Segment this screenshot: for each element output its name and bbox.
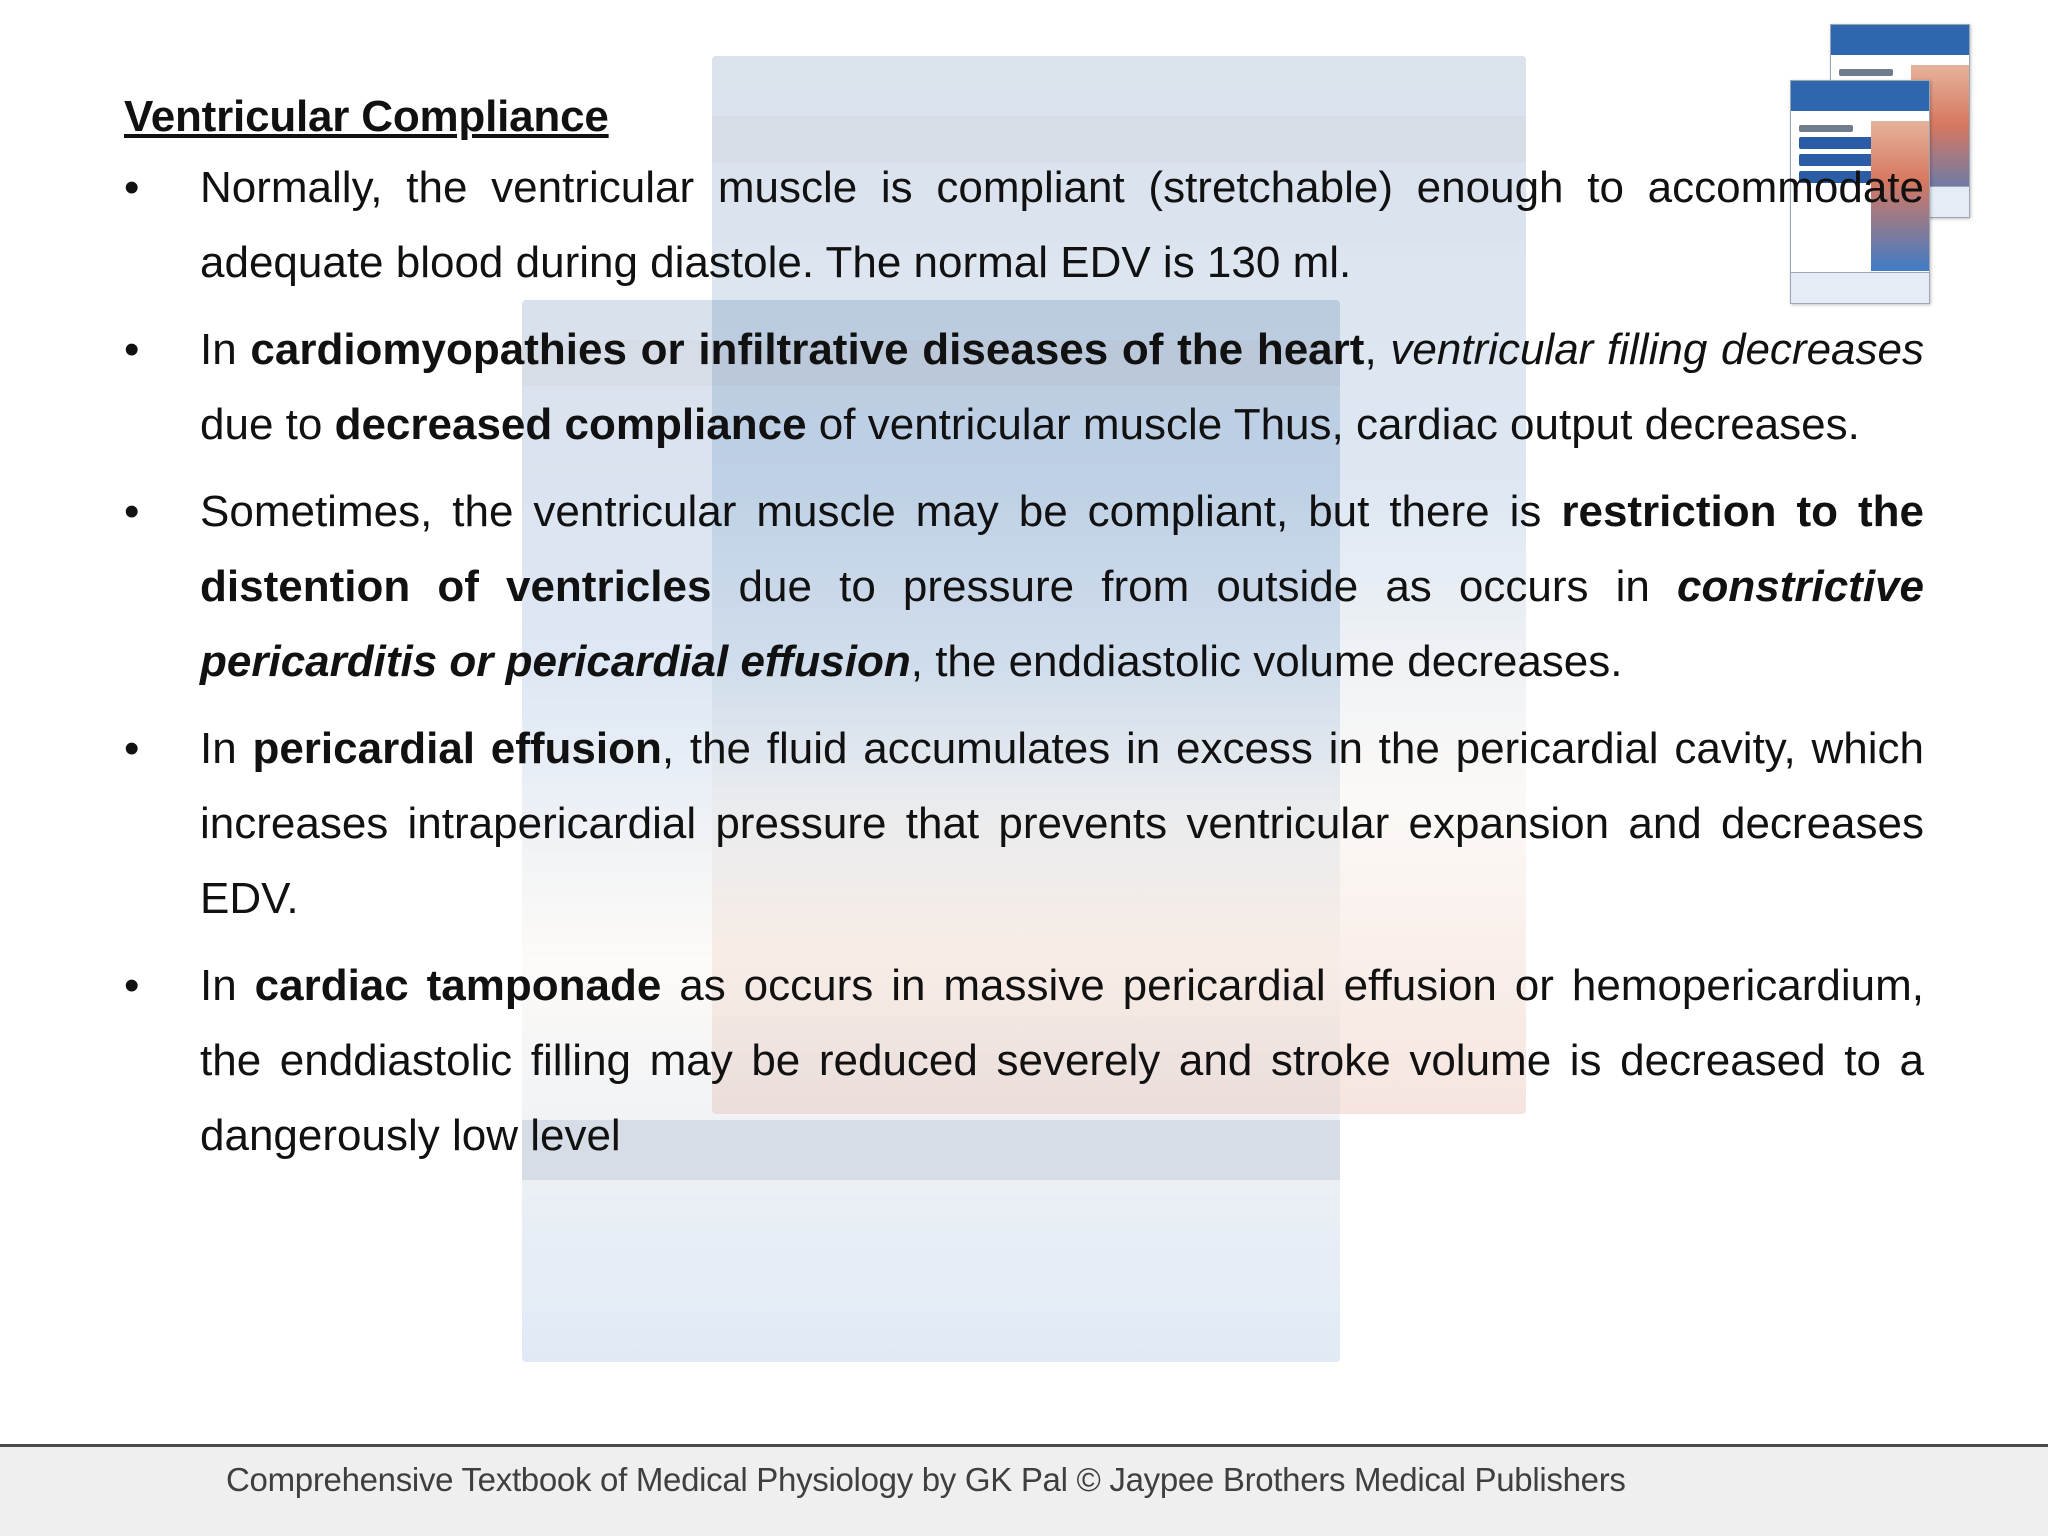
- bullet-text-segment: restriction to the distention of ventricles: [200, 487, 1924, 611]
- bullet-item: [124, 948, 1924, 1173]
- bullet-text-segment: Normally, the ventricular muscle is compliant (stretchable) enough to accommodate adequate blood during diastole. The normal EDV is 130 ml.: [200, 163, 1924, 287]
- slide-footer: [0, 1444, 2048, 1536]
- bullet-text-segment: In: [200, 724, 253, 773]
- bullet-text-segment: constrictive pericarditis or pericardial effusion: [200, 562, 1924, 686]
- slide-content: [124, 84, 1924, 1185]
- bullet-marker: •: [124, 487, 140, 536]
- bullet-text-segment: Sometimes, the ventricular muscle may be compliant, but there is: [200, 487, 1562, 536]
- bullet-item: [124, 474, 1924, 699]
- bullet-text-segment: cardiomyopathies or infiltrative diseases of the heart: [250, 325, 1365, 374]
- bullet-marker: •: [124, 325, 140, 374]
- bullet-item: [124, 711, 1924, 936]
- bullet-marker: •: [124, 163, 140, 212]
- bullet-text-segment: as occurs in massive pericardial effusion or hemopericardium, the enddiastolic filling may be reduced severely and stroke volume is decreased to a dangerously low level: [200, 961, 1925, 1160]
- bullet-text-segment: In: [200, 325, 251, 374]
- cover-band: [1831, 25, 1969, 55]
- bullet-item: [124, 150, 1924, 300]
- bullet-text-segment: of ventricular muscle Thus, cardiac output decreases.: [806, 400, 1860, 449]
- bullet-text-segment: In: [200, 961, 255, 1010]
- bullet-marker: •: [124, 961, 140, 1010]
- bullet-text-segment: , the fluid accumulates in excess in the pericardial cavity, which increases intrapericardial pressure that prevents ventricular expansion and decreases EDV.: [200, 724, 1925, 923]
- bullet-marker: •: [124, 724, 140, 773]
- bullet-text-segment: pericardial effusion: [252, 724, 662, 773]
- bullet-text-segment: ventricular filling decreases: [1390, 325, 1924, 374]
- bullet-text-segment: ,: [1364, 325, 1391, 374]
- bullet-text-segment: decreased compliance: [334, 400, 807, 449]
- bullet-text-segment: cardiac tamponade: [254, 961, 662, 1010]
- slide-heading: Ventricular Compliance: [124, 92, 609, 141]
- bullet-item: [124, 312, 1924, 462]
- bullet-text-segment: due to: [200, 400, 335, 449]
- footer-credit: Comprehensive Textbook of Medical Physiology by GK Pal © Jaypee Brothers Medical Publishers: [226, 1461, 1626, 1498]
- bullet-text-segment: , the enddiastolic volume decreases.: [910, 637, 1623, 686]
- bullet-list: [124, 150, 1924, 1173]
- bullet-text-segment: due to pressure from outside as occurs in: [711, 562, 1678, 611]
